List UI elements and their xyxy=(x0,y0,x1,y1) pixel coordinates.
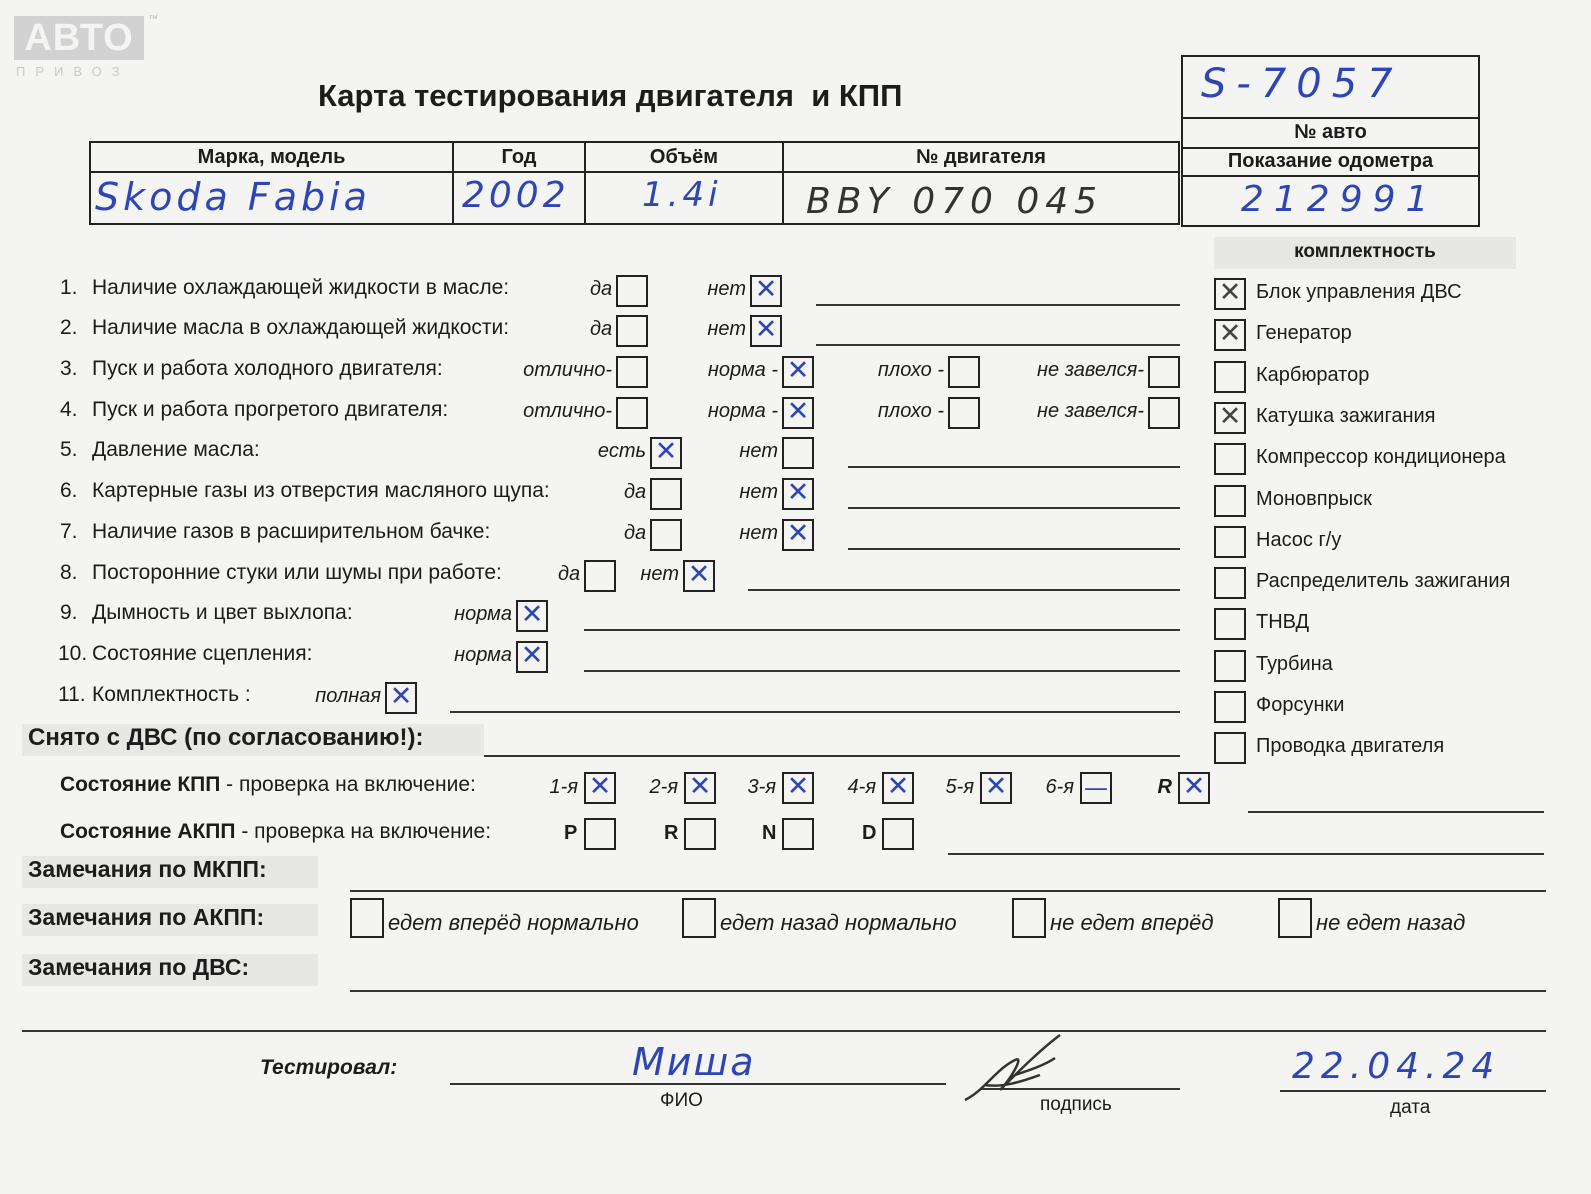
completeness-checkbox[interactable] xyxy=(1214,650,1246,682)
akpp-option-label: едет вперёд нормально xyxy=(388,910,639,935)
completeness-item-label: Блок управления ДВС xyxy=(1256,281,1462,303)
check-question: Комплектность : xyxy=(92,683,251,706)
check-option-label: да xyxy=(624,522,647,544)
checkbox[interactable] xyxy=(1148,356,1180,388)
check-question: Наличие охлаждающей жидкости в масле: xyxy=(92,276,510,299)
check-number: 6. xyxy=(60,479,78,502)
check-option-label: норма xyxy=(454,644,512,666)
answer-line xyxy=(848,466,1180,468)
akpp-option-checkbox[interactable] xyxy=(1278,898,1312,938)
check-option-label: нет xyxy=(739,440,778,462)
check-number: 10. xyxy=(58,642,88,665)
check-option-label: да xyxy=(624,481,647,503)
completeness-checkbox[interactable] xyxy=(1214,443,1246,475)
checkbox[interactable] xyxy=(584,560,616,592)
check-option-label: нет xyxy=(640,563,679,585)
logo-tm: ™ xyxy=(148,14,158,25)
checkbox[interactable] xyxy=(650,437,682,469)
logo xyxy=(14,14,158,82)
gear-checkbox[interactable] xyxy=(584,772,616,804)
check-option-label: нет xyxy=(707,278,746,300)
removed-label: Снято с ДВС (по согласованию!): xyxy=(28,724,424,751)
check-question: Дымность и цвет выхлопа: xyxy=(92,601,353,624)
check-number: 4. xyxy=(60,398,78,421)
akpp-mode-label: D xyxy=(862,822,877,844)
akpp-mode-label: N xyxy=(762,822,777,844)
check-number: 8. xyxy=(60,561,78,584)
check-option-label: да xyxy=(590,318,613,340)
check-option-label: норма - xyxy=(707,400,778,422)
gear-label: 2-я xyxy=(649,776,678,798)
gear-checkbox[interactable] xyxy=(980,772,1012,804)
logo-main: АВТО xyxy=(14,16,144,60)
gear-label: 5-я xyxy=(945,776,974,798)
completeness-item-label: Турбина xyxy=(1256,652,1333,675)
gear-checkbox[interactable] xyxy=(684,772,716,804)
date-value: 22.04.24 xyxy=(1292,1046,1501,1087)
checkbox[interactable] xyxy=(650,519,682,551)
date-line xyxy=(1280,1090,1546,1092)
remarks-dvs-line xyxy=(350,990,1546,992)
answer-line xyxy=(584,670,1180,672)
completeness-checkbox[interactable] xyxy=(1214,567,1246,599)
gear-label: 4-я xyxy=(847,776,876,798)
completeness-checkbox[interactable] xyxy=(1214,732,1246,764)
remarks-mkpp-label: Замечания по МКПП: xyxy=(28,856,267,882)
checkbox[interactable] xyxy=(683,560,715,592)
year-value: 2002 xyxy=(462,175,570,216)
check-number: 2. xyxy=(60,316,78,339)
gear-checkbox[interactable] xyxy=(782,772,814,804)
completeness-item-label: Проводка двигателя xyxy=(1256,735,1445,758)
check-option-label: нет xyxy=(739,522,778,544)
checkbox[interactable] xyxy=(516,600,548,632)
checkbox[interactable] xyxy=(782,437,814,469)
checkbox[interactable] xyxy=(948,356,980,388)
answer-line xyxy=(848,507,1180,509)
checkbox[interactable] xyxy=(616,397,648,429)
check-option-label: норма xyxy=(454,603,512,625)
checkbox[interactable] xyxy=(650,478,682,510)
gear-label: R xyxy=(1157,776,1172,798)
completeness-checkbox[interactable] xyxy=(1214,319,1246,351)
check-question: Состояние сцепления: xyxy=(92,642,313,665)
fio-label: ФИО xyxy=(660,1090,703,1111)
engine-number-value: BBY 070 045 xyxy=(806,181,1104,222)
check-number: 11. xyxy=(58,683,86,706)
checkbox[interactable] xyxy=(385,682,417,714)
completeness-item-label: Генератор xyxy=(1256,322,1352,345)
make-value: Skoda Fabia xyxy=(95,175,371,219)
answer-line xyxy=(584,629,1180,631)
date-label: дата xyxy=(1390,1097,1431,1118)
check-number: 7. xyxy=(60,520,78,543)
akpp-option-label: не едет назад xyxy=(1316,910,1466,935)
check-question: Картерные газы из отверстия масляного щупа: xyxy=(92,479,550,502)
check-option-label: не завелся- xyxy=(1037,400,1144,422)
checkbox[interactable] xyxy=(948,397,980,429)
tested-by-label: Тестировал: xyxy=(260,1056,398,1079)
check-option-label: нет xyxy=(739,481,778,503)
checkbox[interactable] xyxy=(616,356,648,388)
check-option-label: полная xyxy=(315,685,381,707)
tester-name: Миша xyxy=(632,1040,756,1084)
check-question: Наличие газов в расширительном бачке: xyxy=(92,520,491,543)
gear-checkbox[interactable] xyxy=(882,772,914,804)
completeness-checkbox[interactable] xyxy=(1214,526,1246,558)
checkbox[interactable] xyxy=(782,478,814,510)
akpp-label: Состояние АКПП - проверка на включение: xyxy=(60,820,492,843)
auto-number-box xyxy=(1181,55,1480,227)
completeness-item-label: Насос г/у xyxy=(1256,528,1342,551)
remarks-akpp-label: Замечания по АКПП: xyxy=(28,904,265,930)
check-option-label: есть xyxy=(597,440,646,462)
completeness-item-label: Компрессор кондиционера xyxy=(1256,446,1506,469)
check-option-label: отлично- xyxy=(523,400,612,422)
akpp-option-label: едет назад нормально xyxy=(720,910,957,935)
volume-label: Объём xyxy=(649,146,719,168)
check-option-label: плохо - xyxy=(877,359,944,381)
checkbox[interactable] xyxy=(782,397,814,429)
check-number: 9. xyxy=(60,601,78,624)
completeness-item-label: Моновпрыск xyxy=(1256,487,1372,510)
remarks-dvs-label: Замечания по ДВС: xyxy=(28,954,250,980)
akpp-mode-checkbox[interactable] xyxy=(584,818,616,850)
page-title: Карта тестирования двигателя и КПП xyxy=(318,78,903,113)
gear-checkbox[interactable] xyxy=(1080,772,1112,804)
kpp-line xyxy=(1248,811,1544,813)
checkbox[interactable] xyxy=(616,315,648,347)
akpp-option-label: не едет вперёд xyxy=(1050,910,1214,935)
checkbox[interactable] xyxy=(516,641,548,673)
checkbox[interactable] xyxy=(616,275,648,307)
answer-line xyxy=(816,304,1180,306)
akpp-option-checkbox[interactable] xyxy=(682,898,716,938)
completeness-checkbox[interactable] xyxy=(1214,402,1246,434)
completeness-item-label: Форсунки xyxy=(1256,694,1345,716)
checkbox[interactable] xyxy=(750,315,782,347)
completeness-item-label: Катушка зажигания xyxy=(1256,404,1436,427)
odometer-value: 212991 xyxy=(1241,179,1439,220)
remarks-extra-line xyxy=(22,1030,1546,1032)
completeness-title: комплектность xyxy=(1294,241,1436,262)
engine-number-label: № двигателя xyxy=(916,146,1046,168)
answer-line xyxy=(748,589,1180,591)
completeness-checkbox[interactable] xyxy=(1214,691,1246,723)
checkbox[interactable] xyxy=(1148,397,1180,429)
akpp-option-checkbox[interactable] xyxy=(350,898,384,938)
volume-value: 1.4i xyxy=(642,175,722,215)
check-option-label: да xyxy=(590,278,613,300)
akpp-mode-checkbox[interactable] xyxy=(882,818,914,850)
check-option-label: плохо - xyxy=(877,400,944,422)
vehicle-header-table xyxy=(89,141,1180,225)
completeness-item-label: Карбюратор xyxy=(1256,363,1370,386)
completeness-checkbox[interactable] xyxy=(1214,608,1246,640)
gear-label: 6-я xyxy=(1045,776,1074,798)
check-number: 1. xyxy=(60,276,78,299)
checkbox[interactable] xyxy=(782,356,814,388)
completeness-checkbox[interactable] xyxy=(1214,278,1246,310)
check-option-label: норма - xyxy=(707,359,778,381)
remarks-mkpp-line xyxy=(350,890,1546,892)
check-question: Посторонние стуки или шумы при работе: xyxy=(92,561,502,584)
auto-number-label: № авто xyxy=(1294,121,1367,143)
completeness-checkbox[interactable] xyxy=(1214,361,1246,393)
check-option-label: не завелся- xyxy=(1037,359,1144,381)
gear-checkbox[interactable] xyxy=(1178,772,1210,804)
check-number: 3. xyxy=(60,357,78,380)
check-question: Пуск и работа холодного двигателя: xyxy=(92,357,443,380)
check-question: Пуск и работа прогретого двигателя: xyxy=(92,398,449,421)
checkbox[interactable] xyxy=(750,275,782,307)
akpp-line xyxy=(948,853,1544,855)
akpp-option-checkbox[interactable] xyxy=(1012,898,1046,938)
signature-label: подпись xyxy=(1040,1094,1112,1115)
signature-line xyxy=(980,1088,1180,1090)
gear-label: 3-я xyxy=(747,776,776,798)
auto-number-value: S-7057 xyxy=(1201,61,1403,107)
check-option-label: да xyxy=(558,563,581,585)
answer-line xyxy=(848,548,1180,550)
check-option-label: нет xyxy=(707,318,746,340)
akpp-mode-label: P xyxy=(564,822,578,844)
akpp-mode-checkbox[interactable] xyxy=(684,818,716,850)
completeness-item-label: ТНВД xyxy=(1256,611,1310,634)
gear-label: 1-я xyxy=(549,776,578,798)
removed-line xyxy=(484,755,1180,757)
kpp-label: Состояние КПП - проверка на включение: xyxy=(60,773,476,796)
year-label: Год xyxy=(501,146,537,168)
completeness-checkbox[interactable] xyxy=(1214,485,1246,517)
check-number: 5. xyxy=(60,438,78,461)
check-option-label: отлично- xyxy=(523,359,612,381)
akpp-mode-label: R xyxy=(664,822,679,844)
answer-line xyxy=(450,711,1180,713)
answer-line xyxy=(816,344,1180,346)
checkbox[interactable] xyxy=(782,519,814,551)
logo-sub: ПРИВОЗ xyxy=(16,64,130,79)
odometer-label: Показание одометра xyxy=(1227,150,1434,172)
make-label: Марка, модель xyxy=(197,146,346,168)
check-question: Давление масла: xyxy=(92,438,260,461)
akpp-mode-checkbox[interactable] xyxy=(782,818,814,850)
check-question: Наличие масла в охлаждающей жидкости: xyxy=(92,316,510,339)
completeness-item-label: Распределитель зажигания xyxy=(1256,570,1511,593)
